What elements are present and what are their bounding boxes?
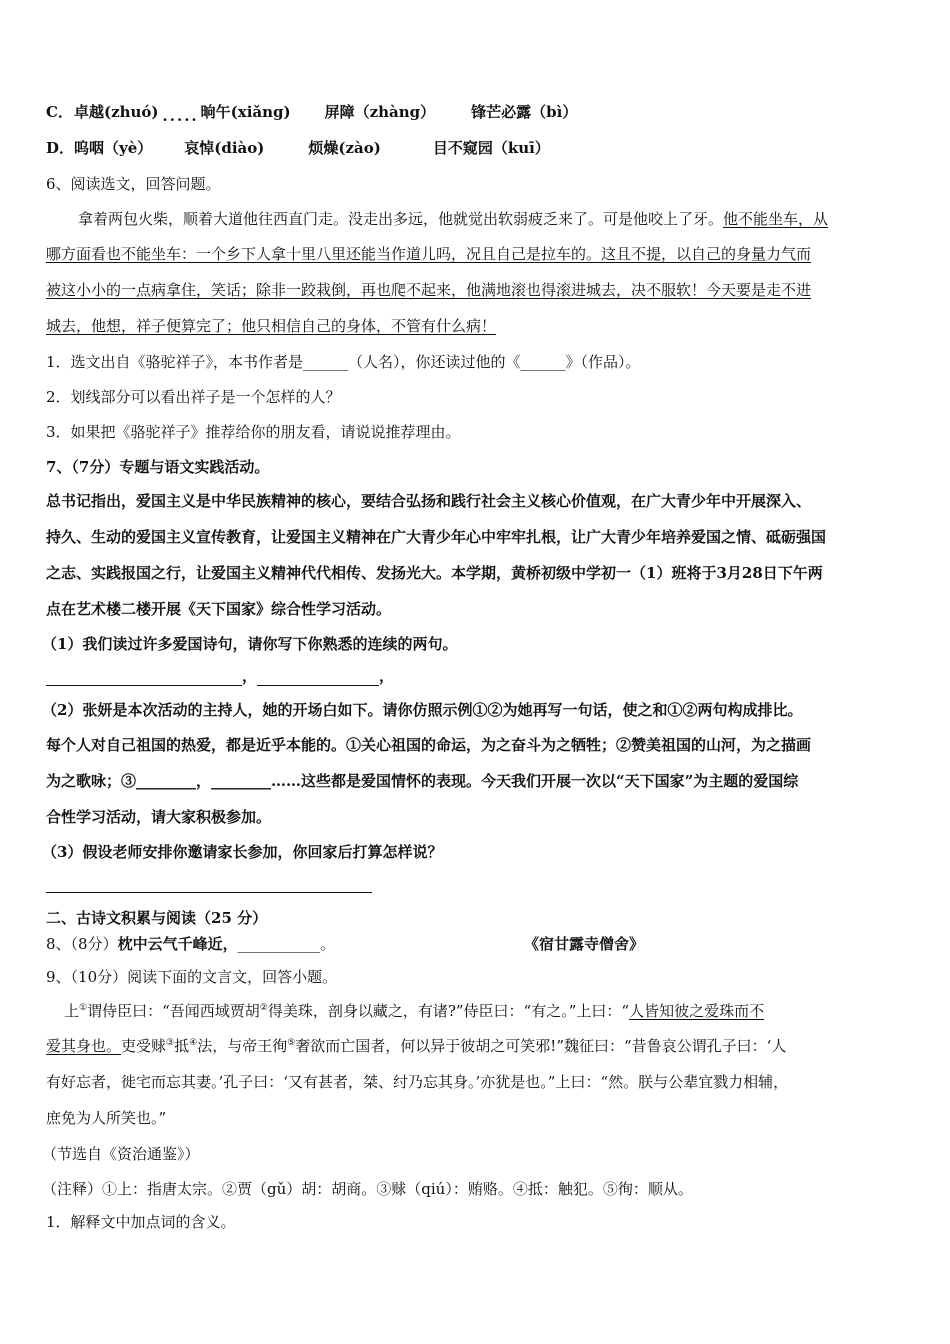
q7-sub2-line1: 每个人对自己祖国的热爱，都是近乎本能的。①关心祖国的命运，为之奋斗为之牺牲；②赞美祖国的山河，为之描画	[46, 736, 812, 754]
comma: ，	[242, 667, 258, 685]
q7-para-line2: 持久、生动的爱国主义宣传教育，让爱国主义精神在广大青少年心中牢牢扎根，让广大青少年培养爱国之情、砥砺强国	[46, 528, 827, 546]
classical-source: （节选自《资治通鉴》）	[42, 1145, 200, 1163]
q7-para-line1: 总书记指出，爱国主义是中华民族精神的核心，要结合弘扬和践行社会主义核心价值观，在广大青少年中开展深入、	[46, 492, 812, 510]
option-d-word2: 哀悼(diào)	[184, 139, 265, 157]
option-c-word4: 锋芒必露（bì）	[471, 103, 578, 121]
classical-line4: 庶免为人所笑也。”	[46, 1109, 167, 1127]
section2-title: 二、古诗文积累与阅读（25 分）	[46, 909, 268, 927]
q9-title: 9、（10分）阅读下面的文言文，回答小题。	[46, 968, 338, 986]
classical-notes: （注释）①上：指唐太宗。②贾（gǔ）胡：胡商。③赇（qiú）：贿赂。④抵：触犯。⑤徇：顺从。	[42, 1180, 693, 1198]
footnote-marker: ④	[189, 1038, 198, 1048]
option-d	[46, 138, 550, 158]
footnote-marker: ③	[166, 1038, 175, 1048]
option-d-word1: 呜咽（yè）	[74, 139, 153, 157]
footnote-marker: ②	[259, 1003, 268, 1013]
option-d-word4: 目不窥园（kuī）	[432, 139, 550, 157]
classical-text: 吏受赇	[121, 1037, 167, 1055]
classical-line2	[46, 1036, 786, 1056]
q6-title: 6、阅读选文，回答问题。	[46, 175, 221, 193]
classical-text: 得美珠，剖身以藏之，有诸?”侍臣曰：“有之。”上曰：“	[267, 1002, 630, 1020]
answer-blank[interactable]	[257, 669, 379, 686]
option-c-word1: 卓越(zhuó)	[74, 103, 159, 121]
classical-text: 奢欲而亡国者，何以异于彼胡之可笑邪!”魏征曰：“昔鲁哀公谓孔子曰：‘人	[295, 1037, 787, 1055]
classical-text: 法，与帝王徇	[197, 1037, 288, 1055]
q8-period: 。	[320, 935, 336, 953]
q8-source: 《宿甘露寺僧舍》	[524, 935, 645, 953]
classical-underlined: 人皆知彼之爱珠而不	[629, 1002, 765, 1020]
q6-passage-underlined-4: 城去，他想，祥子便算完了；他只相信自己的身体，不管有什么病！	[46, 317, 497, 335]
classical-underlined: 爱其身也。	[46, 1037, 122, 1055]
classical-line3: 有好忘者，徙宅而忘其妻。’孔子曰：‘又有甚者，桀、纣乃忘其身。’亦犹是也。”上曰：“然。朕与公辈宜戮力相辅，	[46, 1073, 789, 1091]
q8-line	[46, 934, 908, 954]
q7-sub1: （1）我们读过许多爱国诗句，请你写下你熟悉的连续的两句。	[42, 635, 458, 653]
option-c-label: C．	[46, 103, 73, 121]
footnote-marker: ①	[79, 1003, 88, 1013]
q8-blank[interactable]: ___________	[237, 935, 321, 953]
q7-sub1-answer	[46, 666, 394, 686]
q6-sub1: 1．选文出自《骆驼祥子》，本书作者是______（人名），你还读过他的《______》（作品）。	[46, 353, 641, 371]
option-c-word2: 晌午(xiǎng)	[200, 103, 291, 121]
option-d-word3: 烦燥(zào)	[308, 139, 381, 157]
q6-sub2: 2．划线部分可以看出祥子是一个怎样的人？	[46, 388, 341, 406]
q7-title: 7、（7分）专题与语文实践活动。	[46, 458, 270, 476]
option-d-label: D．	[46, 139, 75, 157]
q8-number: 8、（8分）	[46, 935, 118, 953]
q7-sub2: （2）张妍是本次活动的主持人，她的开场白如下。请你仿照示例①②为她再写一句话，使之和①②两句构成排比。	[42, 701, 803, 719]
q6-passage-underlined-2: 哪方面看也不能坐车：一个乡下人拿十里八里还能当作道儿吗，况且自己是拉车的。这且不提，以自己的身量力气而	[46, 245, 812, 263]
option-c-dots: .....	[162, 107, 199, 125]
option-c	[46, 102, 578, 125]
option-c-word3: 屏障（zhàng）	[324, 103, 436, 121]
footnote-marker: ⑤	[287, 1038, 296, 1048]
q6-passage-underlined-1: 他不能坐车，从	[723, 210, 829, 228]
classical-text: 上	[64, 1002, 80, 1020]
comma: ，	[379, 667, 395, 685]
classical-text: 抵	[174, 1037, 190, 1055]
q7-para-line4: 点在艺术楼二楼开展《天下国家》综合性学习活动。	[46, 600, 392, 618]
q7-para-line3: 之志、实践报国之行，让爱国主义精神代代相传、发扬光大。本学期，黄桥初级中学初一（1）班将于3月28日下午两	[46, 564, 823, 582]
classical-line1	[64, 1001, 764, 1021]
q7-sub2-line2: 为之歌咏；③________，________……这些都是爱国情怀的表现。今天我们开展一次以“天下国家”为主题的爱国综	[46, 772, 799, 790]
q9-sub1: 1．解释文中加点词的含义。	[46, 1213, 236, 1231]
q7-sub2-line3: 合性学习活动，请大家积极参加。	[46, 808, 272, 826]
q7-sub3-answer-line[interactable]	[46, 892, 372, 893]
q7-sub3: （3）假设老师安排你邀请家长参加，你回家后打算怎样说？	[42, 843, 443, 861]
classical-text: 谓侍臣曰：“吾闻西域贾胡	[87, 1002, 260, 1020]
q6-sub3: 3．如果把《骆驼祥子》推荐给你的朋友看，请说说推荐理由。	[46, 423, 461, 441]
q6-passage-underlined-3: 被这小小的一点病拿住，笑话；除非一跤栽倒，再也爬不起来，他满地滚也得滚进城去，决不服软！今天要是走不进	[46, 281, 812, 299]
q6-passage-plain: 拿着两包火柴，顺着大道他往西直门走。没走出多远，他就觉出软弱疲乏来了。可是他咬上了牙。	[78, 210, 724, 228]
answer-blank[interactable]	[46, 669, 242, 686]
q6-passage-line1	[78, 209, 828, 229]
q8-poem-line: 枕中云气千峰近，	[117, 935, 238, 953]
